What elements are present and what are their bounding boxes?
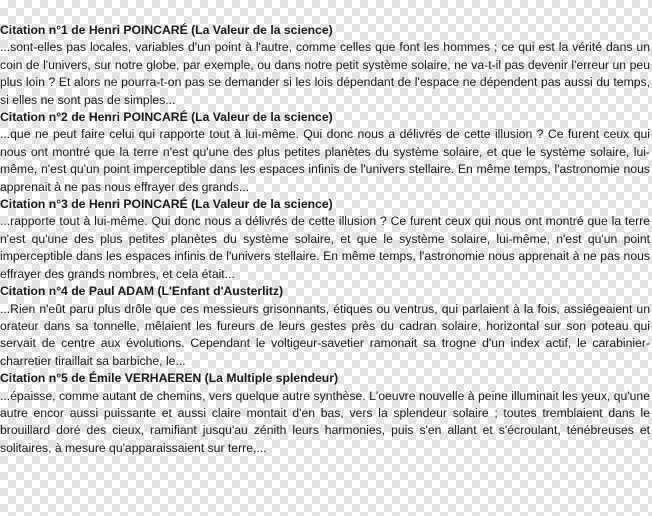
citation-3: [0, 196, 650, 283]
citation-5: [0, 370, 650, 457]
citation-1: [0, 22, 650, 109]
citation-text: ...sont-elles pas locales, variables d'un point à l'autre, comme celles que font les hommes ; ce qui est la vérité dans un coin de l'univers, sur notre globe, par exemple, ou dans notre petit système solaire, ne va-t-il pas devenir l'erreur un peu plus loin ? Et alors ne pourra-t-on pas se demander si les lois dépendant de l'espace ne dépendent pas aussi du temps, si elles ne sont pas de simples...: [0, 40, 650, 107]
citation-text: ...épaisse, comme autant de chemins, vers quelque autre synthèse. L'oeuvre nouvelle à peine illuminait les yeux, qu'une autre encor aussi puissante et aussi claire montait d'en bas, vers la splendeur solaire ; toutes tremblaient dans le brouillard doré des cieux, ramifiant jusqu'au zénith leurs harmonies, puis s'en allant et s'écroulant, ténébreuses et solitaires, à mesure qu'apparaissaient sur terre,...: [0, 388, 650, 455]
citation-title: Citation n°3 de Henri POINCARÉ (La Valeur de la science): [0, 197, 333, 212]
citation-text: ...rapporte tout à lui-même. Qui donc nous a délivrés de cette illusion ? Ce furent ceux qui nous ont montré que la terre n'est qu'une des plus petites planètes du système solaire, et que le système solaire, lui-même, n'est qu'un point imperceptible dans les espaces infinis de l'univers stellaire. En même temps, l'astronomie nous apprenait à ne pas nous effrayer des grands nombres, et cela était...: [0, 214, 650, 281]
citation-text: ...que ne peut faire celui qui rapporte tout à lui-même. Qui donc nous a délivrés de cette illusion ? Ce furent ceux qui nous ont montré que la terre n'est qu'une des plus petites planètes du système solaire, et que le système solaire, lui-même, n'est qu'un point imperceptible dans les espaces infinis de l'univers stellaire. En même temps, l'astronomie nous apprenait à ne pas nous effrayer des grands...: [0, 127, 650, 194]
citation-title: Citation n°4 de Paul ADAM (L'Enfant d'Austerlitz): [0, 284, 284, 299]
citations-document: [0, 22, 650, 457]
citation-4: [0, 283, 650, 370]
citation-2: [0, 109, 650, 196]
citation-title: Citation n°5 de Émile VERHAEREN (La Multiple splendeur): [0, 371, 339, 386]
citation-title: Citation n°1 de Henri POINCARÉ (La Valeur de la science): [0, 23, 333, 37]
citation-text: ...Rien n'eût paru plus drôle que ces messieurs grisonnants, étiques ou ventrus, qui parlaient à la fois, assiégeaient un orateur dans sa tonnelle, mêlaient les fureurs de leurs gestes près du cadran solaire, horizontal sur son poteau qui servait de centre aux évolutions. Cependant le voltigeur-savetier ramonait sa trogne d'un index actif, le carabinier-charretier tiraillait sa barbiche, le...: [0, 301, 650, 368]
citation-title: Citation n°2 de Henri POINCARÉ (La Valeur de la science): [0, 110, 333, 125]
